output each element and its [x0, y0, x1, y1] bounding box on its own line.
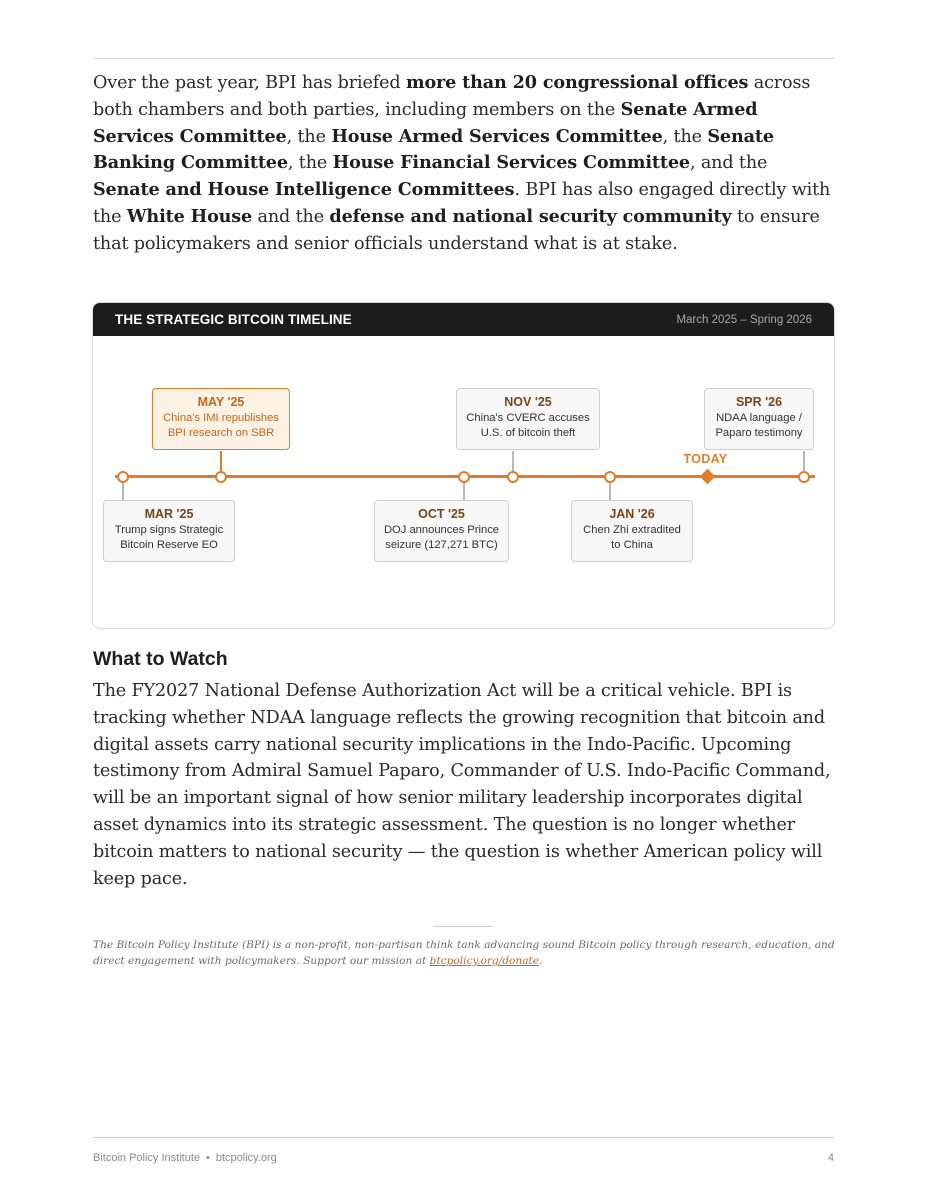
timeline-marker	[458, 471, 470, 483]
strategic-bitcoin-timeline	[92, 302, 835, 629]
timeline-connector	[803, 451, 805, 471]
timeline-connector	[463, 482, 465, 500]
timeline-event	[704, 388, 814, 450]
intro-emphasis: White House	[126, 205, 253, 227]
intro-text: , the	[286, 126, 332, 147]
intro-text: to ensure that policymakers and senior officials understand what is at stake.	[93, 206, 820, 254]
top-divider	[93, 58, 834, 59]
event-date: SPR '26	[735, 395, 783, 409]
event-date: MAR '25	[144, 507, 194, 521]
event-date: MAY '25	[197, 395, 245, 409]
event-date: NOV '25	[504, 395, 552, 409]
today-label: TODAY	[683, 452, 728, 466]
footnote-trailing: .	[539, 955, 543, 967]
section-heading-what-to-watch: What to Watch	[93, 648, 228, 670]
timeline-header	[93, 303, 834, 336]
footer-website: btcpolicy.org	[215, 1152, 277, 1164]
event-description: Trump signs Strategic Bitcoin Reserve EO	[114, 524, 224, 551]
event-date: JAN '26	[609, 507, 655, 521]
intro-emphasis: House Armed Services Committee	[331, 125, 663, 147]
footer-divider	[93, 1137, 834, 1138]
intro-emphasis: House Financial Services Committee	[332, 152, 690, 174]
intro-emphasis: more than 20 congressional offices	[405, 72, 749, 93]
intro-text: across both chambers and both parties, including members on the	[93, 73, 811, 120]
timeline-connector	[122, 482, 124, 500]
intro-emphasis: defense and national security community	[329, 205, 732, 227]
donate-link[interactable]: btcpolicy.org/donate	[429, 955, 540, 967]
intro-emphasis: Senate Banking Committee	[93, 125, 774, 174]
intro-text: , and the	[689, 153, 768, 174]
intro-text: , the	[287, 153, 333, 174]
footer-separator: •	[206, 1152, 210, 1164]
event-description: DOJ announces Prince seizure (127,271 BTC)	[383, 524, 500, 551]
timeline-event	[571, 500, 693, 562]
timeline-event	[103, 500, 235, 562]
timeline-title: THE STRATEGIC BITCOIN TIMELINE	[115, 312, 352, 327]
today-marker-icon	[699, 469, 715, 485]
timeline-event	[456, 388, 600, 450]
footer-org-name: Bitcoin Policy Institute	[93, 1152, 200, 1164]
intro-text: . BPI has also engaged directly with the	[93, 180, 831, 227]
page-number: 4	[827, 1152, 834, 1164]
timeline-marker	[798, 471, 810, 483]
timeline-connector	[220, 451, 222, 471]
timeline-marker	[604, 471, 616, 483]
timeline-event-highlight	[152, 388, 290, 450]
intro-text: and the	[252, 206, 330, 227]
timeline-marker	[117, 471, 129, 483]
intro-emphasis: Senate Armed Services Committee	[93, 98, 758, 147]
timeline-marker	[215, 471, 227, 483]
timeline-event	[374, 500, 509, 562]
event-description: China's IMI republishes BPI research on SBR	[163, 412, 279, 439]
timeline-connector	[609, 482, 611, 500]
event-description: China's CVERC accuses U.S. of bitcoin theft	[466, 412, 590, 439]
footnote-text: The Bitcoin Policy Institute (BPI) is a non-profit, non-partisan think tank advancing sound Bitcoin policy through research, education, and direct engagement with policymakers. Support our mission at	[93, 939, 835, 967]
timeline-marker	[507, 471, 519, 483]
intro-paragraph	[93, 70, 838, 258]
event-description: NDAA language / Paparo testimony	[715, 412, 803, 439]
footer-branding	[93, 1152, 277, 1164]
intro-text: Over the past year, BPI has briefed	[93, 73, 406, 93]
footnote-divider	[434, 926, 493, 927]
intro-emphasis: Senate and House Intelligence Committees	[93, 179, 515, 201]
event-description: Chen Zhi extradited to China	[583, 524, 681, 551]
timeline-date-range: March 2025 – Spring 2026	[676, 313, 812, 326]
intro-text: , the	[662, 126, 708, 147]
event-date: OCT '25	[418, 507, 465, 521]
footnote	[93, 937, 838, 969]
timeline-connector	[512, 451, 514, 471]
timeline-body	[93, 336, 834, 629]
what-to-watch-paragraph: The FY2027 National Defense Authorization Act will be a critical vehicle. BPI is tracking whether NDAA language reflects the growing recognition that bitcoin and digital assets carry national security implications in the Indo-Pacific. Upcoming testimony from Admiral Samuel Paparo, Commander of U.S. Indo-Pacific Command, will be an important signal of how senior military leadership incorporates digital asset dynamics into its strategic assessment. The question is no longer whether bitcoin matters to national security — the question is whether American policy will keep pace.	[93, 681, 831, 889]
